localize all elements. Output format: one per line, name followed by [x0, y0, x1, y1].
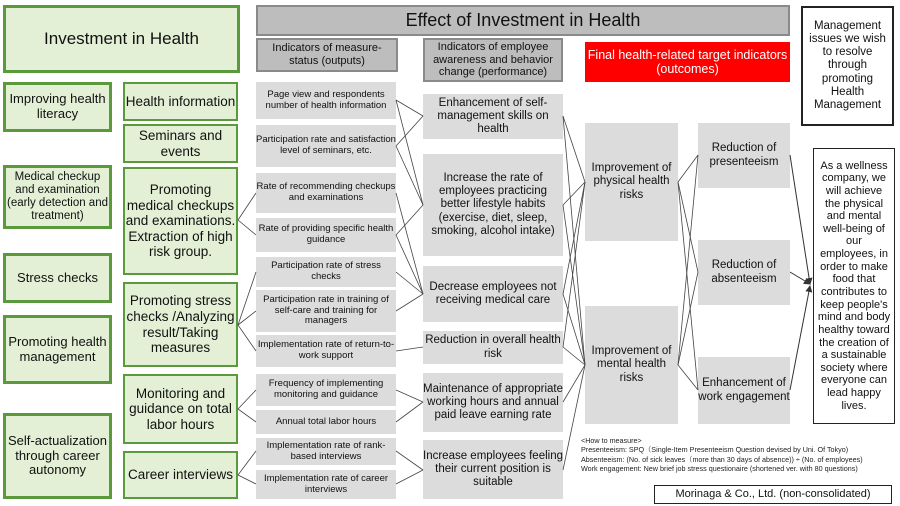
vision-text: As a wellness company, we will achieve the physical and mental well-being of our employees, in order to make food that contributes to keep people's mind and body healthy toward the creation of a sustainable society where everyone can lead happy lives.	[817, 159, 891, 412]
measure-label: Seminars and events	[138, 127, 223, 159]
connector	[563, 365, 585, 470]
connector	[238, 390, 256, 409]
category-label: Medical checkup and examination (early detection and treatment)	[6, 170, 108, 223]
connector	[238, 272, 256, 325]
connector	[238, 451, 256, 475]
connector	[563, 205, 585, 365]
connector	[396, 100, 423, 116]
connector	[396, 390, 423, 402]
management-issues-text: Management issues we wish to resolve through promoting Health Management	[809, 19, 886, 112]
how-to-measure-engagement: Work engagement: New brief job stress questionaire (shortened ver. with 80 questions)	[581, 464, 858, 474]
output-label: Implementation rate of career interviews	[263, 472, 389, 495]
improvement-label: Improvement of mental health risks	[591, 345, 672, 384]
measure-label: Career interviews	[127, 467, 234, 483]
performance-label: Decrease employees not receiving medical care	[429, 280, 557, 306]
page-title-text: Effect of Investment in Health	[405, 10, 641, 31]
how-to-measure-heading: <How to measure>	[581, 436, 642, 445]
connector	[238, 475, 256, 484]
connector	[238, 325, 256, 351]
performance-label: Increase employees feeling their current position is suitable	[423, 449, 563, 489]
performance-label: Reduction in overall health risk	[425, 334, 561, 360]
category-label: Improving health literacy	[9, 91, 106, 121]
connector	[238, 409, 256, 422]
company-text: Morinaga & Co., Ltd. (non-consolidated)	[675, 488, 871, 501]
arrow	[790, 272, 810, 284]
category-label: Promoting health management	[8, 333, 107, 364]
connector	[563, 182, 585, 205]
performance-label: Maintenance of appropriate working hours and annual paid leave earning rate	[423, 382, 564, 422]
output-label: Page view and respondents number of health information	[265, 88, 387, 111]
header-outcomes-text: Final health-related target indicators (outcomes)	[587, 47, 788, 76]
connector	[396, 470, 423, 484]
output-label: Annual total labor hours	[275, 415, 377, 427]
measure-label: Promoting medical checkups and examinations. Extraction of high risk group.	[125, 182, 236, 260]
output-label: Implementation rate of return-to-work support	[257, 339, 395, 361]
arrow	[790, 286, 810, 390]
how-to-measure-absenteeism: Absenteeism: (No. of sick leaves（more than 30 days of absence)) ÷ (No. of employees)	[581, 454, 863, 464]
outcome-label: Reduction of presenteeism	[709, 142, 779, 168]
connector	[396, 272, 423, 294]
output-label: Participation rate and satisfaction level of seminars, etc.	[256, 134, 396, 156]
category-label: Self-actualization through career autonomy	[8, 432, 107, 478]
output-label: Participation rate in training of self-care and training for managers	[263, 293, 389, 327]
connector	[396, 116, 423, 146]
connector	[396, 100, 423, 205]
arrow	[790, 155, 810, 284]
connector	[396, 294, 423, 311]
connector	[396, 402, 423, 422]
measure-label: Monitoring and guidance on total labor hours	[129, 385, 232, 432]
connector	[563, 365, 585, 402]
connector	[238, 193, 256, 220]
output-label: Rate of recommending checkups and examinations	[256, 181, 396, 203]
connector	[238, 220, 256, 235]
measure-label: Health information	[125, 93, 236, 109]
outcome-label: Enhancement of work engagement	[698, 377, 790, 403]
outcome-label: Reduction of absenteeism	[711, 259, 777, 285]
connector	[563, 182, 585, 347]
improvement-label: Improvement of physical health risks	[591, 162, 672, 201]
measure-label: Promoting stress checks /Analyzing result/Taking measures	[126, 293, 235, 356]
connector	[396, 146, 423, 205]
connector	[563, 347, 585, 365]
how-to-measure-presenteeism: Presenteeism: SPQ（Single-Item Presenteeism Question devised by Uni. Of Tokyo)	[581, 445, 849, 455]
investment-title-text: Investment in Health	[44, 29, 199, 49]
output-label: Rate of providing specific health guidance	[258, 223, 394, 245]
performance-label: Enhancement of self-management skills on health	[437, 96, 549, 136]
output-label: Frequency of implementing monitoring and guidance	[268, 378, 384, 400]
header-performance-text: Indicators of employee awareness and behavior change (performance)	[433, 41, 553, 79]
connector	[396, 451, 423, 470]
header-outputs-text: Indicators of measure-status (outputs)	[272, 42, 382, 67]
connector	[563, 116, 585, 365]
connector	[678, 155, 698, 182]
output-label: Implementation rate of rank-based interviews	[266, 439, 386, 462]
connector	[396, 347, 423, 351]
category-label: Stress checks	[17, 269, 98, 285]
output-label: Participation rate of stress checks	[271, 260, 381, 282]
performance-label: Increase the rate of employees practicing better lifestyle habits (exercise, diet, sleep, smoking, alcohol intake)	[431, 171, 555, 237]
connector	[678, 365, 698, 390]
